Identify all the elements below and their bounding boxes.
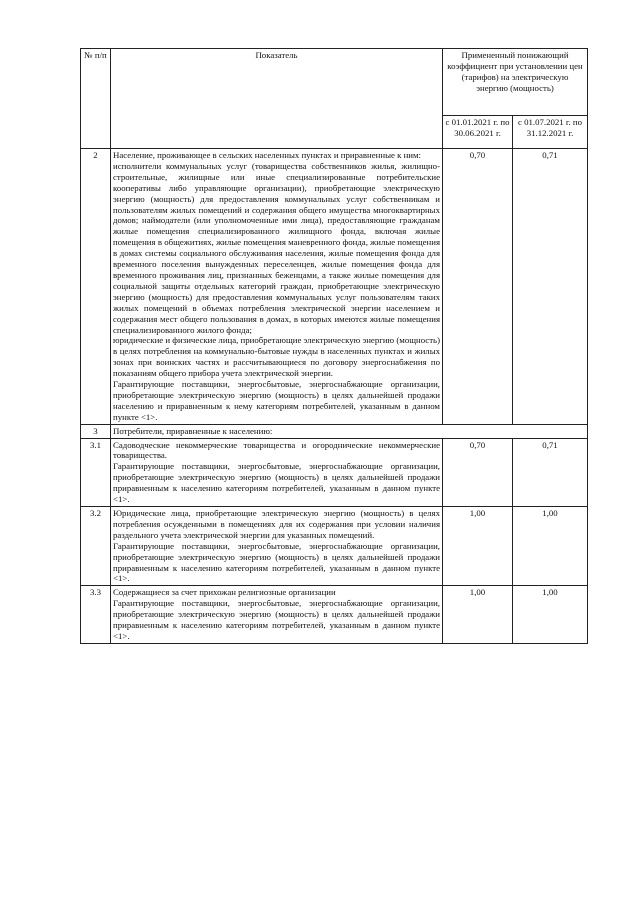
coefficient-value-period-2: 1,00 xyxy=(513,507,588,586)
indicator-paragraph: Гарантирующие поставщики, энергосбытовые, энергоснабжающие организации, приобретающие электрическую энергию (мощность) в целях дальнейшей продажи приравненным к населению категориям потребителей, указанным в данном пункте <1>. xyxy=(113,540,440,584)
tariff-coefficient-table xyxy=(80,48,588,644)
indicator-paragraph: Садоводческие некоммерческие товарищества и огороднические некоммерческие товарищества. xyxy=(113,439,440,461)
indicator-paragraph: Население, проживающее в сельских населенных пунктах и приравненные к ним: xyxy=(113,150,421,160)
row-indicator xyxy=(111,424,588,438)
row-indicator xyxy=(111,507,443,586)
row-number: 3.1 xyxy=(81,438,111,506)
indicator-paragraph: Гарантирующие поставщики, энергосбытовые, энергоснабжающие организации, приобретающие электрическую энергию (мощность) в целях дальнейшей продажи приравненным к населению категориям потребителей, указанным в данном пункте <1>. xyxy=(113,461,440,505)
table-row xyxy=(81,507,588,586)
row-number: 2 xyxy=(81,149,111,425)
coefficient-value-period-2: 0,71 xyxy=(513,438,588,506)
header-indicator: Показатель xyxy=(111,49,443,149)
table-row xyxy=(81,438,588,506)
table-body xyxy=(81,149,588,644)
coefficient-value-period-1: 0,70 xyxy=(443,149,513,425)
header-period-1: с 01.01.2021 г. по 30.06.2021 г. xyxy=(443,116,513,149)
row-indicator xyxy=(111,438,443,506)
header-coefficient: Примененный понижающий коэффициент при установлении цен (тарифов) на электрическую энергию (мощность) xyxy=(443,49,588,116)
row-number: 3.3 xyxy=(81,586,111,644)
table-row xyxy=(81,424,588,438)
coefficient-value-period-1: 0,70 xyxy=(443,438,513,506)
coefficient-value-period-2: 0,71 xyxy=(513,149,588,425)
table-row xyxy=(81,586,588,644)
indicator-paragraph: юридические и физические лица, приобретающие электрическую энергию (мощность) в целях потребления на коммунально-бытовые нужды в населенных пунктах и жилых зонах при воинских частях и рассчитывающиеся по договору энергоснабжения по показаниям общего прибора учета электрической энергии. xyxy=(113,335,441,379)
row-number: 3 xyxy=(81,424,111,438)
indicator-paragraph: исполнители коммунальных услуг (товарищества собственников жилья, жилищно-строительные, жилищные или иные специализированные потребительские кооперативы либо управляющие организации), приобретающие электрическую энергию (мощность) для предоставления коммунальных услуг собственникам и пользователям жилых помещений и содержания общего имущества многоквартирных домов; наймодатели (или уполномоченные ими лица), предоставляющие гражданам жилые помещения специализированного жилищного фонда, включая жилые помещения в общежитиях, жилые помещения маневренного фонда, жилые помещения в домах системы социального обслуживания населения, жилые помещения фонда для временного поселения вынужденных переселенцев, жилые помещения фонда для временного проживания лиц, признанных беженцами, а также жилые помещения для социальной защиты отдельных категорий граждан, приобретающие электрическую энергию (мощность) для предоставления коммунальных услуг пользователям таких жилых помещений в объемах потребления электрической энергии населением и содержания мест общего пользования в домах, в которых имеются жилые помещения специализированного жилого фонда; xyxy=(113,160,440,335)
row-number: 3.2 xyxy=(81,507,111,586)
row-indicator xyxy=(111,586,443,644)
indicator-paragraph: Гарантирующие поставщики, энергосбытовые, энергоснабжающие организации, приобретающие электрическую энергию (мощность) в целях дальнейшей продажи приравненным к населению категориям потребителей, указанным в данном пункте <1>. xyxy=(113,598,440,641)
indicator-paragraph: Потребители, приравненные к населению: xyxy=(113,425,273,436)
indicator-paragraph: Гарантирующие поставщики, энергосбытовые, энергоснабжающие организации, приобретающие электрическую энергию (мощность) в целях дальнейшей продажи населению и приравненным к нему категориям потребителей, указанным в данном пункте <1>. xyxy=(113,379,440,422)
header-number: № п/п xyxy=(81,49,111,149)
coefficient-value-period-1: 1,00 xyxy=(443,507,513,586)
coefficient-value-period-1: 1,00 xyxy=(443,586,513,644)
indicator-paragraph: Юридические лица, приобретающие электрическую энергию (мощность) в целях потребления осужденными в помещениях для их содержания при условии наличия раздельного учета электрической энергии для указанных помещений. xyxy=(113,508,440,540)
header-period-2: с 01.07.2021 г. по 31.12.2021 г. xyxy=(513,116,588,149)
indicator-paragraph: Содержащиеся за счет прихожан религиозные организации xyxy=(113,587,336,598)
coefficient-value-period-2: 1,00 xyxy=(513,586,588,644)
row-indicator xyxy=(111,149,443,425)
table-row xyxy=(81,149,588,425)
